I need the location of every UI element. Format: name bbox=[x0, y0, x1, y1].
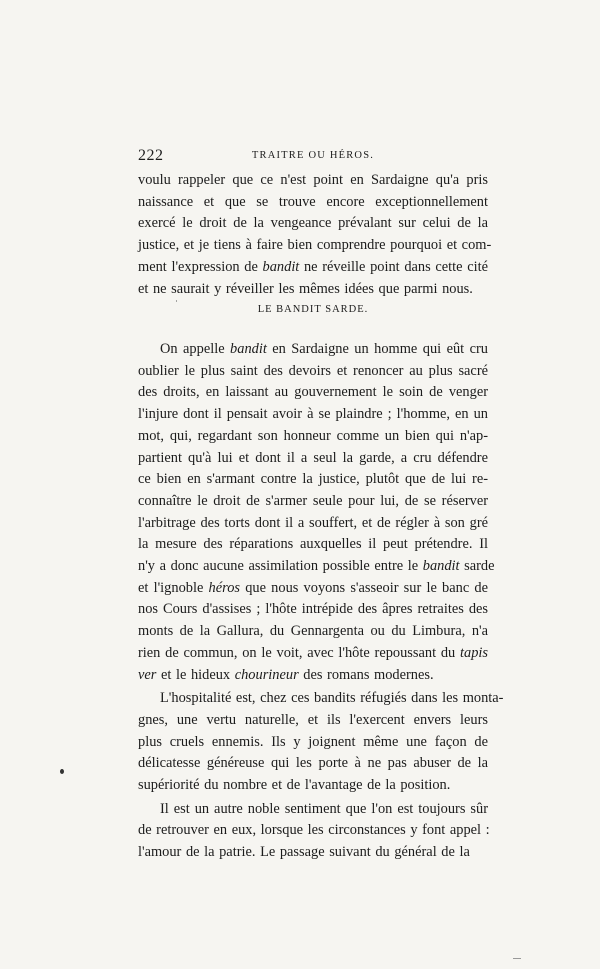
text-line: l'arbitrage des torts dont il a souffert, et de régler à son gré bbox=[138, 514, 488, 531]
text-line: ment l'expression de bandit ne réveille point dans cette cité bbox=[138, 258, 488, 275]
text-line: On appelle bandit en Sardaigne un homme qui eût cru bbox=[160, 341, 488, 357]
text-line: de retrouver en eux, lorsque les circonstances y font appel : bbox=[138, 822, 490, 839]
text-line: la mesure des réparations auxquelles il peut prétendre. Il bbox=[138, 536, 488, 553]
text-line: justice, et je tiens à faire bien comprendre pourquoi et com- bbox=[138, 237, 492, 254]
text-line: ce bien en s'armant contre la justice, plutôt que de lui re- bbox=[138, 471, 488, 488]
text-line: oublier le plus saint des devoirs et renoncer au plus sacré bbox=[138, 362, 488, 379]
text-line: et ne saurait y réveiller les mêmes idées que parmi nous. bbox=[138, 280, 473, 297]
text-line: monts de la Gallura, du Gennargenta ou du Limbura, n'a bbox=[138, 623, 488, 640]
text-line: connaître le droit de s'armer seule pour lui, de se réserver bbox=[138, 492, 488, 509]
text-line: voulu rappeler que ce n'est point en Sardaigne qu'a pris bbox=[138, 172, 488, 188]
text-line: l'injure dont il pensait avoir à se plaindre ; l'homme, en un bbox=[138, 406, 488, 423]
text-line: L'hospitalité est, chez ces bandits réfugiés dans les monta- bbox=[160, 690, 504, 707]
text-line: naissance et que se trouve encore exceptionnellement bbox=[138, 193, 488, 210]
intro-text bbox=[138, 170, 492, 300]
text-line: rien de commun, on le voit, avec l'hôte repoussant du tapis bbox=[138, 644, 488, 661]
text-line: plus cruels ennemis. Ils y joignent même une façon de bbox=[138, 733, 488, 750]
text-line: supériorité du nombre et de l'avantage de la position. bbox=[138, 777, 451, 794]
running-title: TRAITRE OU HÉROS. bbox=[251, 150, 375, 161]
text-line: exercé le droit de la vengeance prévalant sur celui de la bbox=[138, 215, 488, 232]
paragraph bbox=[138, 688, 504, 797]
text-line: délicatesse généreuse qui les porte à ne pas abuser de la bbox=[138, 755, 488, 772]
text-line: et l'ignoble héros que nous voyons s'asseoir sur le banc de bbox=[138, 579, 488, 596]
section-heading: LE BANDIT SARDE. bbox=[257, 304, 369, 315]
text-line: partient qu'à lui et dont il a seul la garde, a cru défendre bbox=[138, 449, 488, 466]
text-line: n'y a donc aucune assimilation possible entre le bandit sarde bbox=[138, 558, 495, 575]
main-text bbox=[138, 339, 504, 864]
text-line: des droits, en laissant au gouvernement le soin de venger bbox=[138, 384, 488, 401]
text-line: mot, qui, regardant son honneur comme un bien qui n'ap- bbox=[138, 427, 488, 444]
text-line: nos Cours d'assises ; l'hôte intrépide des âpres retraites des bbox=[138, 601, 488, 618]
paragraph bbox=[138, 799, 488, 864]
page-header bbox=[138, 147, 488, 167]
text-line: gnes, une vertu naturelle, et ils l'exercent envers leurs bbox=[138, 711, 488, 728]
ink-speck bbox=[513, 958, 521, 959]
paragraph bbox=[138, 339, 495, 686]
ink-speck bbox=[176, 300, 177, 302]
text-line: ver et le hideux chourineur des romans modernes. bbox=[138, 666, 434, 683]
text-line: l'amour de la patrie. Le passage suivant du général de la bbox=[138, 844, 470, 861]
ink-speck bbox=[60, 769, 64, 774]
text-line: Il est un autre noble sentiment que l'on est toujours sûr bbox=[160, 800, 488, 817]
page-number: 222 bbox=[138, 147, 164, 164]
